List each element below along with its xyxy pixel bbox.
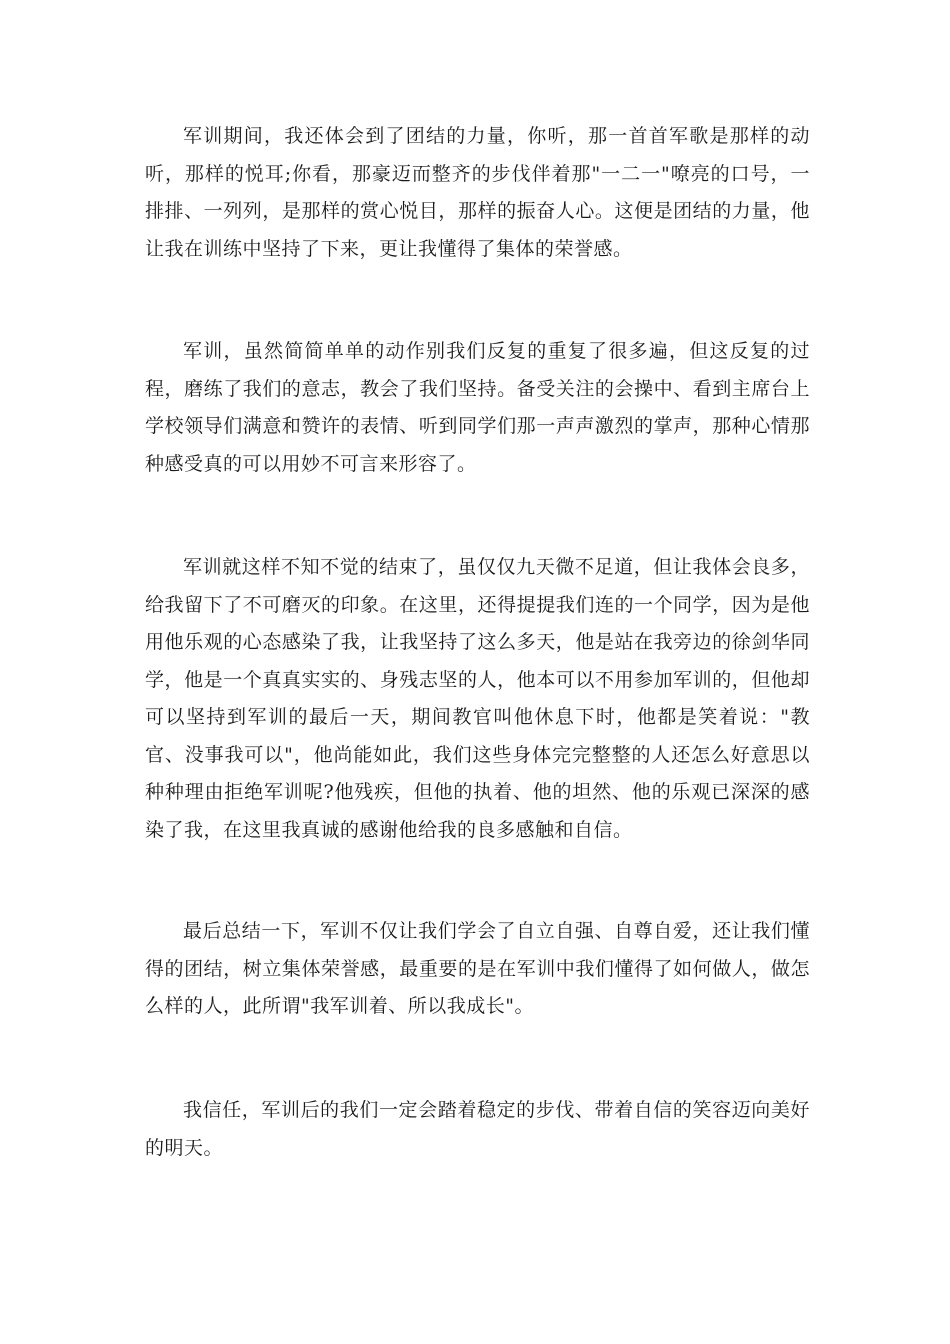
paragraph-persistence: 军训，虽然简简单单的动作别我们反复的重复了很多遍，但这反复的过程，磨练了我们的意志，教会了我们坚持。备受关注的会操中、看到主席台上学校领导们满意和赞许的表情、听到同学们那一声声激烈的掌声，那种心情那种感受真的可以用妙不可言来形容了。	[145, 340, 810, 475]
paragraph-teamwork: 军训期间，我还体会到了团结的力量，你听，那一首首军歌是那样的动听，那样的悦耳;你看，那豪迈而整齐的步伐伴着那"一二一"嘹亮的口号，一排排、一列列，是那样的赏心悦目，那样的振奋人心。这便是团结的力量，他让我在训练中坚持了下来，更让我懂得了集体的荣誉感。	[145, 125, 810, 260]
paragraph-summary: 最后总结一下，军训不仅让我们学会了自立自强、自尊自爱，还让我们懂得的团结，树立集体荣誉感，最重要的是在军训中我们懂得了如何做人，做怎么样的人，此所谓"我军训着、所以我成长"。	[145, 920, 810, 1017]
paragraph-closing: 我信任，军训后的我们一定会踏着稳定的步伐、带着自信的笑容迈向美好的明天。	[145, 1099, 810, 1159]
paragraph-classmate: 军训就这样不知不觉的结束了，虽仅仅九天微不足道，但让我体会良多，给我留下了不可磨灭的印象。在这里，还得提提我们连的一个同学，因为是他用他乐观的心态感染了我，让我坚持了这么多天，他是站在我旁边的徐剑华同学，他是一个真真实实的、身残志坚的人，他本可以不用参加军训的，但他却可以坚持到军训的最后一天，期间教官叫他休息下时，他都是笑着说："教官、没事我可以"，他尚能如此，我们这些身体完完整整的人还怎么好意思以种种理由拒绝军训呢?他残疾，但他的执着、他的坦然、他的乐观已深深的感染了我，在这里我真诚的感谢他给我的良多感触和自信。	[145, 556, 810, 841]
